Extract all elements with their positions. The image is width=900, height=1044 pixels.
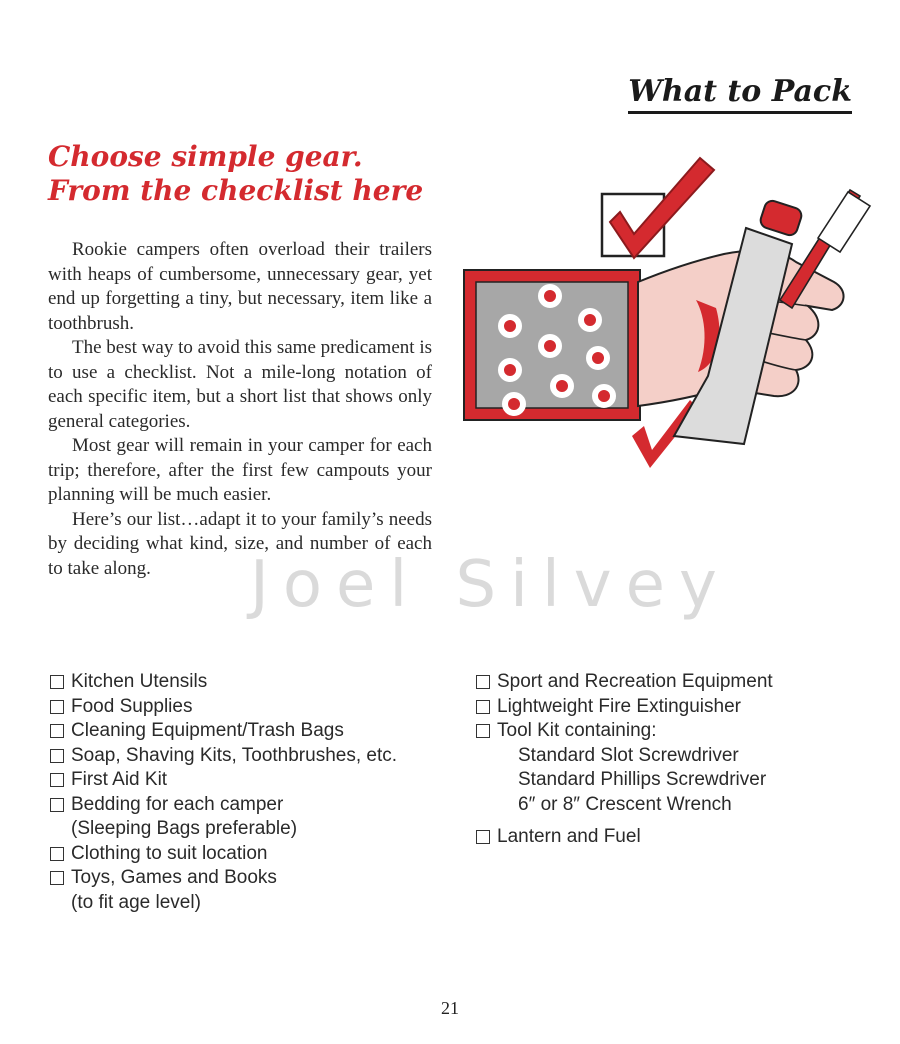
- checkbox-icon[interactable]: [50, 871, 64, 885]
- checklist-item-note: (Sleeping Bags preferable): [71, 818, 298, 839]
- checkbox-icon[interactable]: [476, 724, 490, 738]
- checklist-item: [48, 768, 448, 793]
- checklist-right: [474, 670, 874, 850]
- checkbox-icon[interactable]: [50, 724, 64, 738]
- body-paragraph: Rookie campers often overload their trailers with heaps of cumbersome, unnecessary gear, yet end up forgetting a tiny, but necessary, item like a toothbrush.: [48, 239, 432, 334]
- checklist-item-note: (to fit age level): [71, 891, 201, 913]
- checklist-item-label: Lightweight Fire Extinguisher: [497, 695, 741, 717]
- body-paragraph: Here’s our list…adapt it to your family’s needs by deciding what kind, size, and number of each to take along.: [48, 508, 432, 579]
- tool-kit-item: Standard Slot Screwdriver: [518, 744, 739, 766]
- checkbox-icon[interactable]: [476, 675, 490, 689]
- body-text: [48, 238, 432, 581]
- checklist-item-label: Sport and Recreation Equipment: [497, 671, 773, 692]
- tool-kit-list: [518, 744, 874, 818]
- checkbox-icon[interactable]: [476, 830, 490, 844]
- checklist-item: [48, 695, 448, 720]
- checklist-item: [48, 744, 448, 769]
- checklist-item: [48, 670, 448, 695]
- tool-kit-item: Standard Phillips Screwdriver: [518, 769, 767, 790]
- checklist-item: [474, 825, 874, 850]
- checkbox-icon[interactable]: [50, 798, 64, 812]
- headline: [48, 140, 423, 208]
- checklist-item-label: Food Supplies: [71, 695, 193, 717]
- checklist-item-label: First Aid Kit: [71, 769, 168, 790]
- checkbox-icon[interactable]: [50, 700, 64, 714]
- checklist-item: [48, 719, 448, 744]
- toothbrush-illustration: [462, 150, 872, 470]
- toothpaste-cap-icon: [759, 199, 804, 237]
- tool-kit-subitems: [474, 744, 874, 818]
- checklist-item-main: Toys, Games and Books: [71, 867, 277, 888]
- toothbrush-bristles-icon: [818, 192, 870, 252]
- checkbox-icon[interactable]: [50, 749, 64, 763]
- checklist-item-label: Tool Kit containing:: [497, 720, 657, 741]
- checklist-item-label: Cleaning Equipment/Trash Bags: [71, 720, 344, 741]
- checklist-item-label: Soap, Shaving Kits, Toothbrushes, etc.: [71, 744, 398, 766]
- checklist-item: [474, 670, 874, 695]
- checkbox-icon[interactable]: [50, 773, 64, 787]
- checklist-item-label: Kitchen Utensils: [71, 671, 208, 692]
- section-title: What to Pack: [628, 74, 852, 114]
- headline-line-1: Choose simple gear.: [48, 140, 363, 173]
- checkbox-icon[interactable]: [50, 675, 64, 689]
- checklist-item: [474, 695, 874, 720]
- checklist-item-label: [71, 793, 297, 842]
- checklist-item-label: Lantern and Fuel: [497, 826, 641, 847]
- checklist-item-label: [71, 866, 277, 915]
- checklist-item: [474, 719, 874, 744]
- checkbox-icon[interactable]: [50, 847, 64, 861]
- body-paragraph: The best way to avoid this same predicament is to use a checklist. Not a mile-long notation of each specific item, but a short list that shows only general categories.: [48, 337, 432, 432]
- checklist-item: [48, 866, 448, 915]
- page-number: 21: [441, 998, 459, 1018]
- watermark: Joel Silvey: [250, 548, 731, 622]
- checklist-item-main: Bedding for each camper: [71, 793, 284, 815]
- checklist-item: [48, 842, 448, 867]
- checklist-item: [48, 793, 448, 842]
- checklist-left: [48, 670, 448, 915]
- checkbox-icon[interactable]: [476, 700, 490, 714]
- tool-kit-item: 6″ or 8″ Crescent Wrench: [518, 793, 732, 815]
- body-paragraph: Most gear will remain in your camper for each trip; therefore, after the first few campouts your planning will be much easier.: [48, 435, 432, 505]
- checklist-item-label: Clothing to suit location: [71, 842, 268, 864]
- headline-line-2: From the checklist here: [48, 174, 424, 207]
